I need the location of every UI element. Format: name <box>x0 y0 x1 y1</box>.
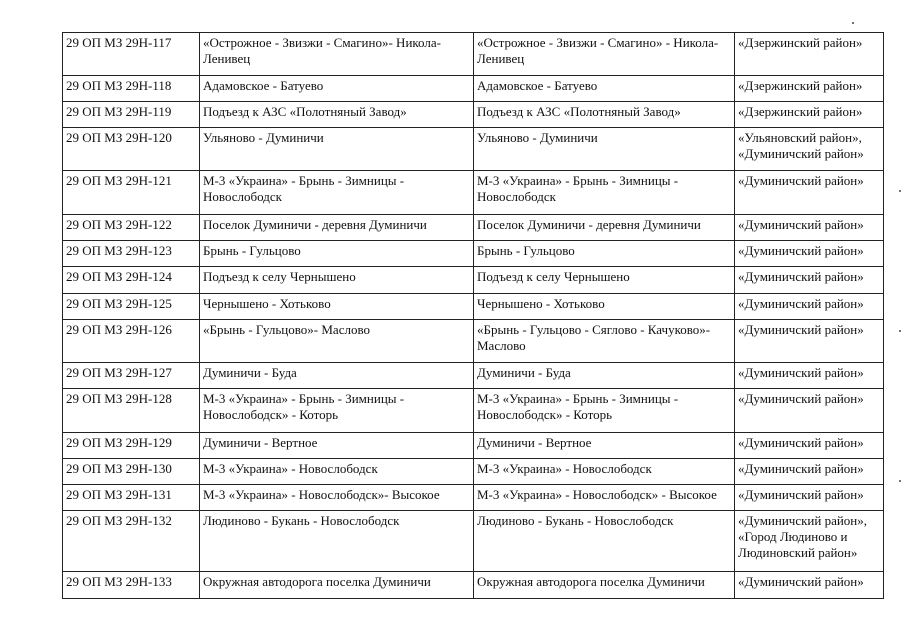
district-cell: «Дзержинский район» <box>735 76 884 102</box>
table-row <box>63 572 884 599</box>
district-cell: «Думиничский район» <box>735 267 884 294</box>
road-code-cell: 29 ОП МЗ 29Н-119 <box>63 102 200 128</box>
table-row <box>63 511 884 572</box>
road-name-cell: М-3 «Украина» - Новослободск <box>200 459 474 485</box>
district-cell: «Думиничский район» <box>735 389 884 433</box>
road-code-cell: 29 ОП МЗ 29Н-123 <box>63 241 200 267</box>
district-cell: «Думиничский район» <box>735 171 884 215</box>
table-row <box>63 171 884 215</box>
road-code-cell: 29 ОП МЗ 29Н-120 <box>63 128 200 171</box>
table-row <box>63 363 884 389</box>
road-code-cell: 29 ОП МЗ 29Н-126 <box>63 320 200 363</box>
road-code-cell: 29 ОП МЗ 29Н-130 <box>63 459 200 485</box>
road-code-cell: 29 ОП МЗ 29Н-129 <box>63 433 200 459</box>
road-name-cell: Чернышено - Хотьково <box>200 294 474 320</box>
road-name-revised-cell: Подъезд к АЗС «Полотняный Завод» <box>474 102 735 128</box>
road-name-revised-cell: М-3 «Украина» - Новослободск <box>474 459 735 485</box>
road-name-revised-cell: Брынь - Гульцово <box>474 241 735 267</box>
road-name-revised-cell: Думиничи - Буда <box>474 363 735 389</box>
road-name-revised-cell: Людиново - Букань - Новослободск <box>474 511 735 572</box>
table-row <box>63 33 884 76</box>
district-cell: «Думиничский район» <box>735 433 884 459</box>
road-code-cell: 29 ОП МЗ 29Н-127 <box>63 363 200 389</box>
table-row <box>63 320 884 363</box>
district-cell: «Ульяновский район», «Думиничский район» <box>735 128 884 171</box>
road-code-cell: 29 ОП МЗ 29Н-125 <box>63 294 200 320</box>
road-name-cell: М-3 «Украина» - Брынь - Зимницы - Новослободск» - Которь <box>200 389 474 433</box>
road-name-cell: Окружная автодорога поселка Думиничи <box>200 572 474 599</box>
table-row <box>63 215 884 241</box>
road-name-revised-cell: М-3 «Украина» - Брынь - Зимницы - Новослободск <box>474 171 735 215</box>
road-code-cell: 29 ОП МЗ 29Н-118 <box>63 76 200 102</box>
road-name-cell: Подъезд к селу Чернышено <box>200 267 474 294</box>
road-code-cell: 29 ОП МЗ 29Н-124 <box>63 267 200 294</box>
district-cell: «Думиничский район» <box>735 485 884 511</box>
road-name-revised-cell: Чернышено - Хотьково <box>474 294 735 320</box>
road-name-cell: Людиново - Букань - Новослободск <box>200 511 474 572</box>
road-name-revised-cell: Ульяново - Думиничи <box>474 128 735 171</box>
roads-table <box>62 32 884 599</box>
scan-speck <box>899 190 901 192</box>
scan-speck <box>899 480 901 482</box>
road-code-cell: 29 ОП МЗ 29Н-128 <box>63 389 200 433</box>
district-cell: «Думиничский район» <box>735 572 884 599</box>
road-name-revised-cell: Окружная автодорога поселка Думиничи <box>474 572 735 599</box>
district-cell: «Думиничский район» <box>735 294 884 320</box>
road-name-cell: Поселок Думиничи - деревня Думиничи <box>200 215 474 241</box>
road-name-cell: Адамовское - Батуево <box>200 76 474 102</box>
road-code-cell: 29 ОП МЗ 29Н-131 <box>63 485 200 511</box>
district-cell: «Думиничский район» <box>735 363 884 389</box>
district-cell: «Дзержинский район» <box>735 102 884 128</box>
road-name-cell: Подъезд к АЗС «Полотняный Завод» <box>200 102 474 128</box>
table-row <box>63 76 884 102</box>
road-name-revised-cell: Думиничи - Вертное <box>474 433 735 459</box>
road-name-cell: М-3 «Украина» - Брынь - Зимницы - Новослободск <box>200 171 474 215</box>
scan-speck <box>852 22 854 24</box>
table-row <box>63 459 884 485</box>
road-name-revised-cell: «Острожное - Звизжи - Смагино» - Никола-Ленивец <box>474 33 735 76</box>
district-cell: «Думиничский район», «Город Людиново и Людиновский район» <box>735 511 884 572</box>
road-name-revised-cell: М-3 «Украина» - Новослободск» - Высокое <box>474 485 735 511</box>
table-row <box>63 102 884 128</box>
road-code-cell: 29 ОП МЗ 29Н-132 <box>63 511 200 572</box>
road-name-revised-cell: «Брынь - Гульцово - Сяглово - Качуково»- Маслово <box>474 320 735 363</box>
table-row <box>63 485 884 511</box>
road-name-cell: Думиничи - Вертное <box>200 433 474 459</box>
table-row <box>63 241 884 267</box>
table-row <box>63 294 884 320</box>
table-row <box>63 389 884 433</box>
road-name-cell: «Острожное - Звизжи - Смагино»- Никола-Ленивец <box>200 33 474 76</box>
road-code-cell: 29 ОП МЗ 29Н-133 <box>63 572 200 599</box>
road-name-cell: Ульяново - Думиничи <box>200 128 474 171</box>
road-name-cell: «Брынь - Гульцово»- Маслово <box>200 320 474 363</box>
road-name-cell: Думиничи - Буда <box>200 363 474 389</box>
road-name-cell: Брынь - Гульцово <box>200 241 474 267</box>
district-cell: «Думиничский район» <box>735 215 884 241</box>
road-code-cell: 29 ОП МЗ 29Н-121 <box>63 171 200 215</box>
road-name-revised-cell: Адамовское - Батуево <box>474 76 735 102</box>
scan-speck <box>899 330 901 332</box>
road-name-revised-cell: Поселок Думиничи - деревня Думиничи <box>474 215 735 241</box>
district-cell: «Думиничский район» <box>735 459 884 485</box>
table-row <box>63 128 884 171</box>
road-code-cell: 29 ОП МЗ 29Н-122 <box>63 215 200 241</box>
district-cell: «Думиничский район» <box>735 320 884 363</box>
table-row <box>63 267 884 294</box>
roads-table-body <box>63 33 884 599</box>
road-name-revised-cell: М-3 «Украина» - Брынь - Зимницы - Новослободск» - Которь <box>474 389 735 433</box>
road-name-revised-cell: Подъезд к селу Чернышено <box>474 267 735 294</box>
table-row <box>63 433 884 459</box>
district-cell: «Дзержинский район» <box>735 33 884 76</box>
road-code-cell: 29 ОП МЗ 29Н-117 <box>63 33 200 76</box>
road-name-cell: М-3 «Украина» - Новослободск»- Высокое <box>200 485 474 511</box>
district-cell: «Думиничский район» <box>735 241 884 267</box>
